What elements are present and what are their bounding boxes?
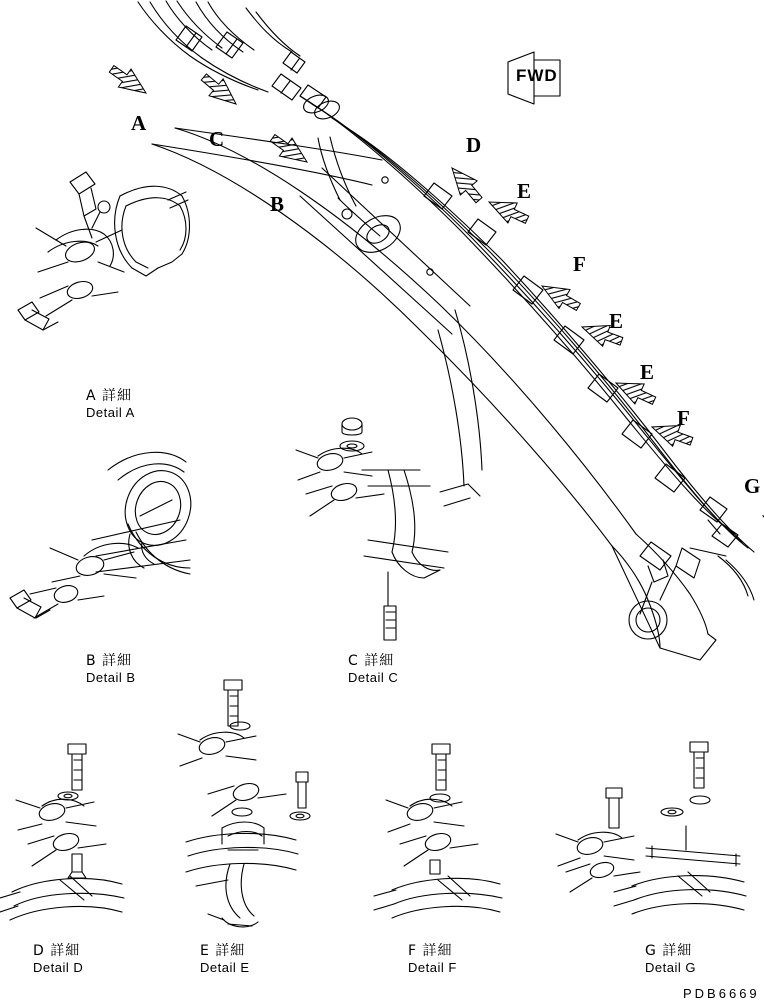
- detail-d-caption-en: Detail D: [33, 960, 84, 975]
- callout-label-f-2: F: [677, 406, 691, 430]
- detail-e-caption-jp: E 詳細: [200, 943, 246, 959]
- drawing-part-number: PDB6669: [683, 986, 760, 1001]
- detail-b-caption-en: Detail B: [86, 670, 136, 685]
- fwd-direction-label: FWD: [516, 66, 558, 85]
- detail-f-caption-en: Detail F: [408, 960, 457, 975]
- callout-label-e-2: E: [609, 309, 625, 333]
- callout-label-e-1: E: [517, 179, 533, 203]
- callout-label-f-1: F: [573, 252, 587, 276]
- detail-c-caption-en: Detail C: [348, 670, 399, 685]
- detail-g-caption-jp: G 詳細: [645, 943, 693, 959]
- detail-f-caption-jp: F 詳細: [408, 943, 453, 959]
- detail-a-caption-en: Detail A: [86, 405, 135, 420]
- callout-label-e-3: E: [640, 360, 656, 384]
- callout-label-c: C: [209, 127, 226, 151]
- detail-a-caption-jp: A 詳細: [86, 388, 133, 404]
- detail-g-caption-en: Detail G: [645, 960, 696, 975]
- callout-label-a: A: [131, 111, 148, 135]
- callout-label-b: B: [270, 192, 286, 216]
- detail-d-caption-jp: D 詳細: [33, 943, 81, 959]
- callout-label-d: D: [466, 133, 483, 157]
- detail-c-caption-jp: C 詳細: [348, 653, 395, 669]
- detail-e-caption-en: Detail E: [200, 960, 250, 975]
- callout-label-g: G: [744, 474, 762, 498]
- detail-b-caption-jp: B 詳細: [86, 653, 133, 669]
